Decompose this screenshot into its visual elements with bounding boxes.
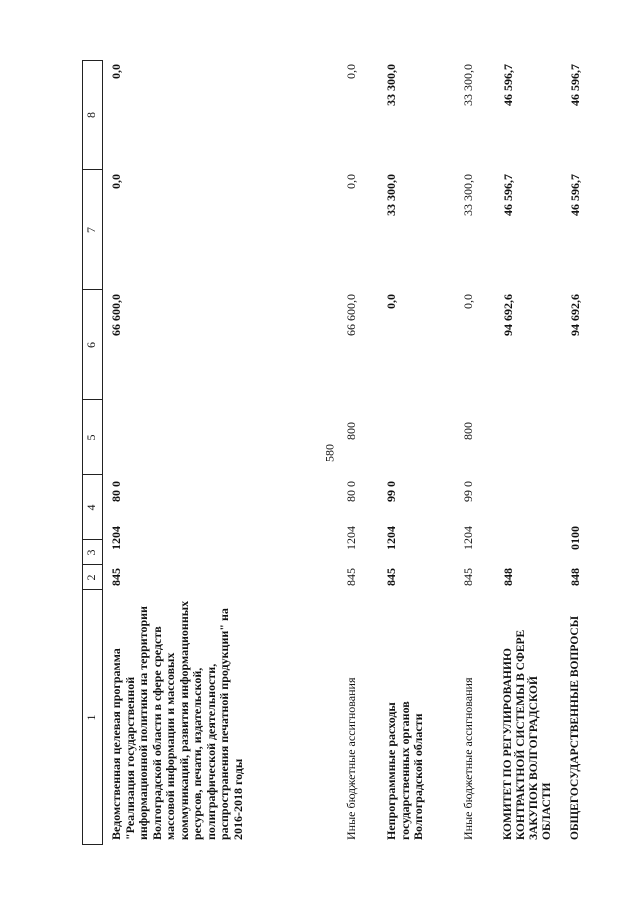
row-4-c5: 800 <box>461 422 475 440</box>
row-3-c4: 99 0 <box>384 481 398 502</box>
row-6-c2: 848 <box>568 568 582 586</box>
header-col-5: 5 <box>84 434 98 441</box>
row-6-name: ОБЩЕГОСУДАРСТВЕННЫЕ ВОПРОСЫ <box>569 615 581 840</box>
table-top-border <box>82 60 83 845</box>
header-bottom-border <box>102 60 103 845</box>
row-4-c8: 33 300,0 <box>461 64 475 106</box>
row-2-c7: 0,0 <box>344 174 358 189</box>
row-2-c6: 66 600,0 <box>344 294 358 336</box>
row-3-c3: 1204 <box>384 526 398 550</box>
row-2-name: Иные бюджетные ассигнования <box>344 677 358 840</box>
row-5-c8: 46 596,7 <box>501 64 515 106</box>
header-col-4: 4 <box>84 504 98 511</box>
row-4-name: Иные бюджетные ассигнования <box>461 677 475 840</box>
row-5-c7: 46 596,7 <box>501 174 515 216</box>
row-3-c6: 0,0 <box>384 294 398 309</box>
row-2-c2: 845 <box>344 568 358 586</box>
header-col-8: 8 <box>84 112 98 118</box>
page-number: 580 <box>322 444 337 462</box>
row-1-c2: 845 <box>109 568 123 586</box>
row-5-c6: 94 692,6 <box>501 294 515 336</box>
row-2-c4: 80 0 <box>344 481 358 502</box>
row-2-c3: 1204 <box>344 526 358 550</box>
row-3-c2: 845 <box>384 568 398 586</box>
row-1-c4: 80 0 <box>109 481 123 502</box>
row-3-c7: 33 300,0 <box>384 174 398 216</box>
row-4-c2: 845 <box>461 568 475 586</box>
header-col-2: 2 <box>84 574 98 581</box>
row-5-name: КОМИТЕТ ПО РЕГУЛИРОВАНИЮ КОНТРАКТНОЙ СИСТЕМЫ В СФЕРЕ ЗАКУПОК ВОЛГОГРАДСКОЙ ОБЛАСТИ <box>502 629 553 840</box>
row-4-c7: 33 300,0 <box>461 174 475 216</box>
row-1-c7: 0,0 <box>109 174 123 189</box>
header-col-7: 7 <box>84 227 98 233</box>
header-col-1: 1 <box>84 714 98 721</box>
header-col-3: 3 <box>84 549 98 556</box>
row-1-name: Ведомственная целевая программа "Реализация государственной информационной политики на территории Волгоградской области в сфере средств массовой информации и массовых коммуникаций, развития информационных ресурсов, печати, издательской, полиграфической деятельности, распространения печатной продукции" на 2016-2018 годы <box>109 600 245 840</box>
row-2-c5: 800 <box>344 422 358 440</box>
row-4-c3: 1204 <box>461 526 475 550</box>
row-1-c8: 0,0 <box>109 64 123 79</box>
row-4-c6: 0,0 <box>461 294 475 309</box>
row-5-c2: 848 <box>501 568 515 586</box>
row-6-c3: 0100 <box>568 526 582 550</box>
row-6-c8: 46 596,7 <box>568 64 582 106</box>
row-3-c8: 33 300,0 <box>384 64 398 106</box>
row-6-c6: 94 692,6 <box>568 294 582 336</box>
row-1-c6: 66 600,0 <box>109 294 123 336</box>
header-col-6: 6 <box>84 342 98 348</box>
row-4-c4: 99 0 <box>461 481 475 502</box>
row-1-c3: 1204 <box>109 526 123 550</box>
row-3-name: Непрограммные расходы государственных органов Волгоградской области <box>384 701 425 840</box>
table-rotator <box>82 60 592 845</box>
row-6-c7: 46 596,7 <box>568 174 582 216</box>
row-2-c8: 0,0 <box>344 64 358 79</box>
budget-table <box>82 60 592 845</box>
